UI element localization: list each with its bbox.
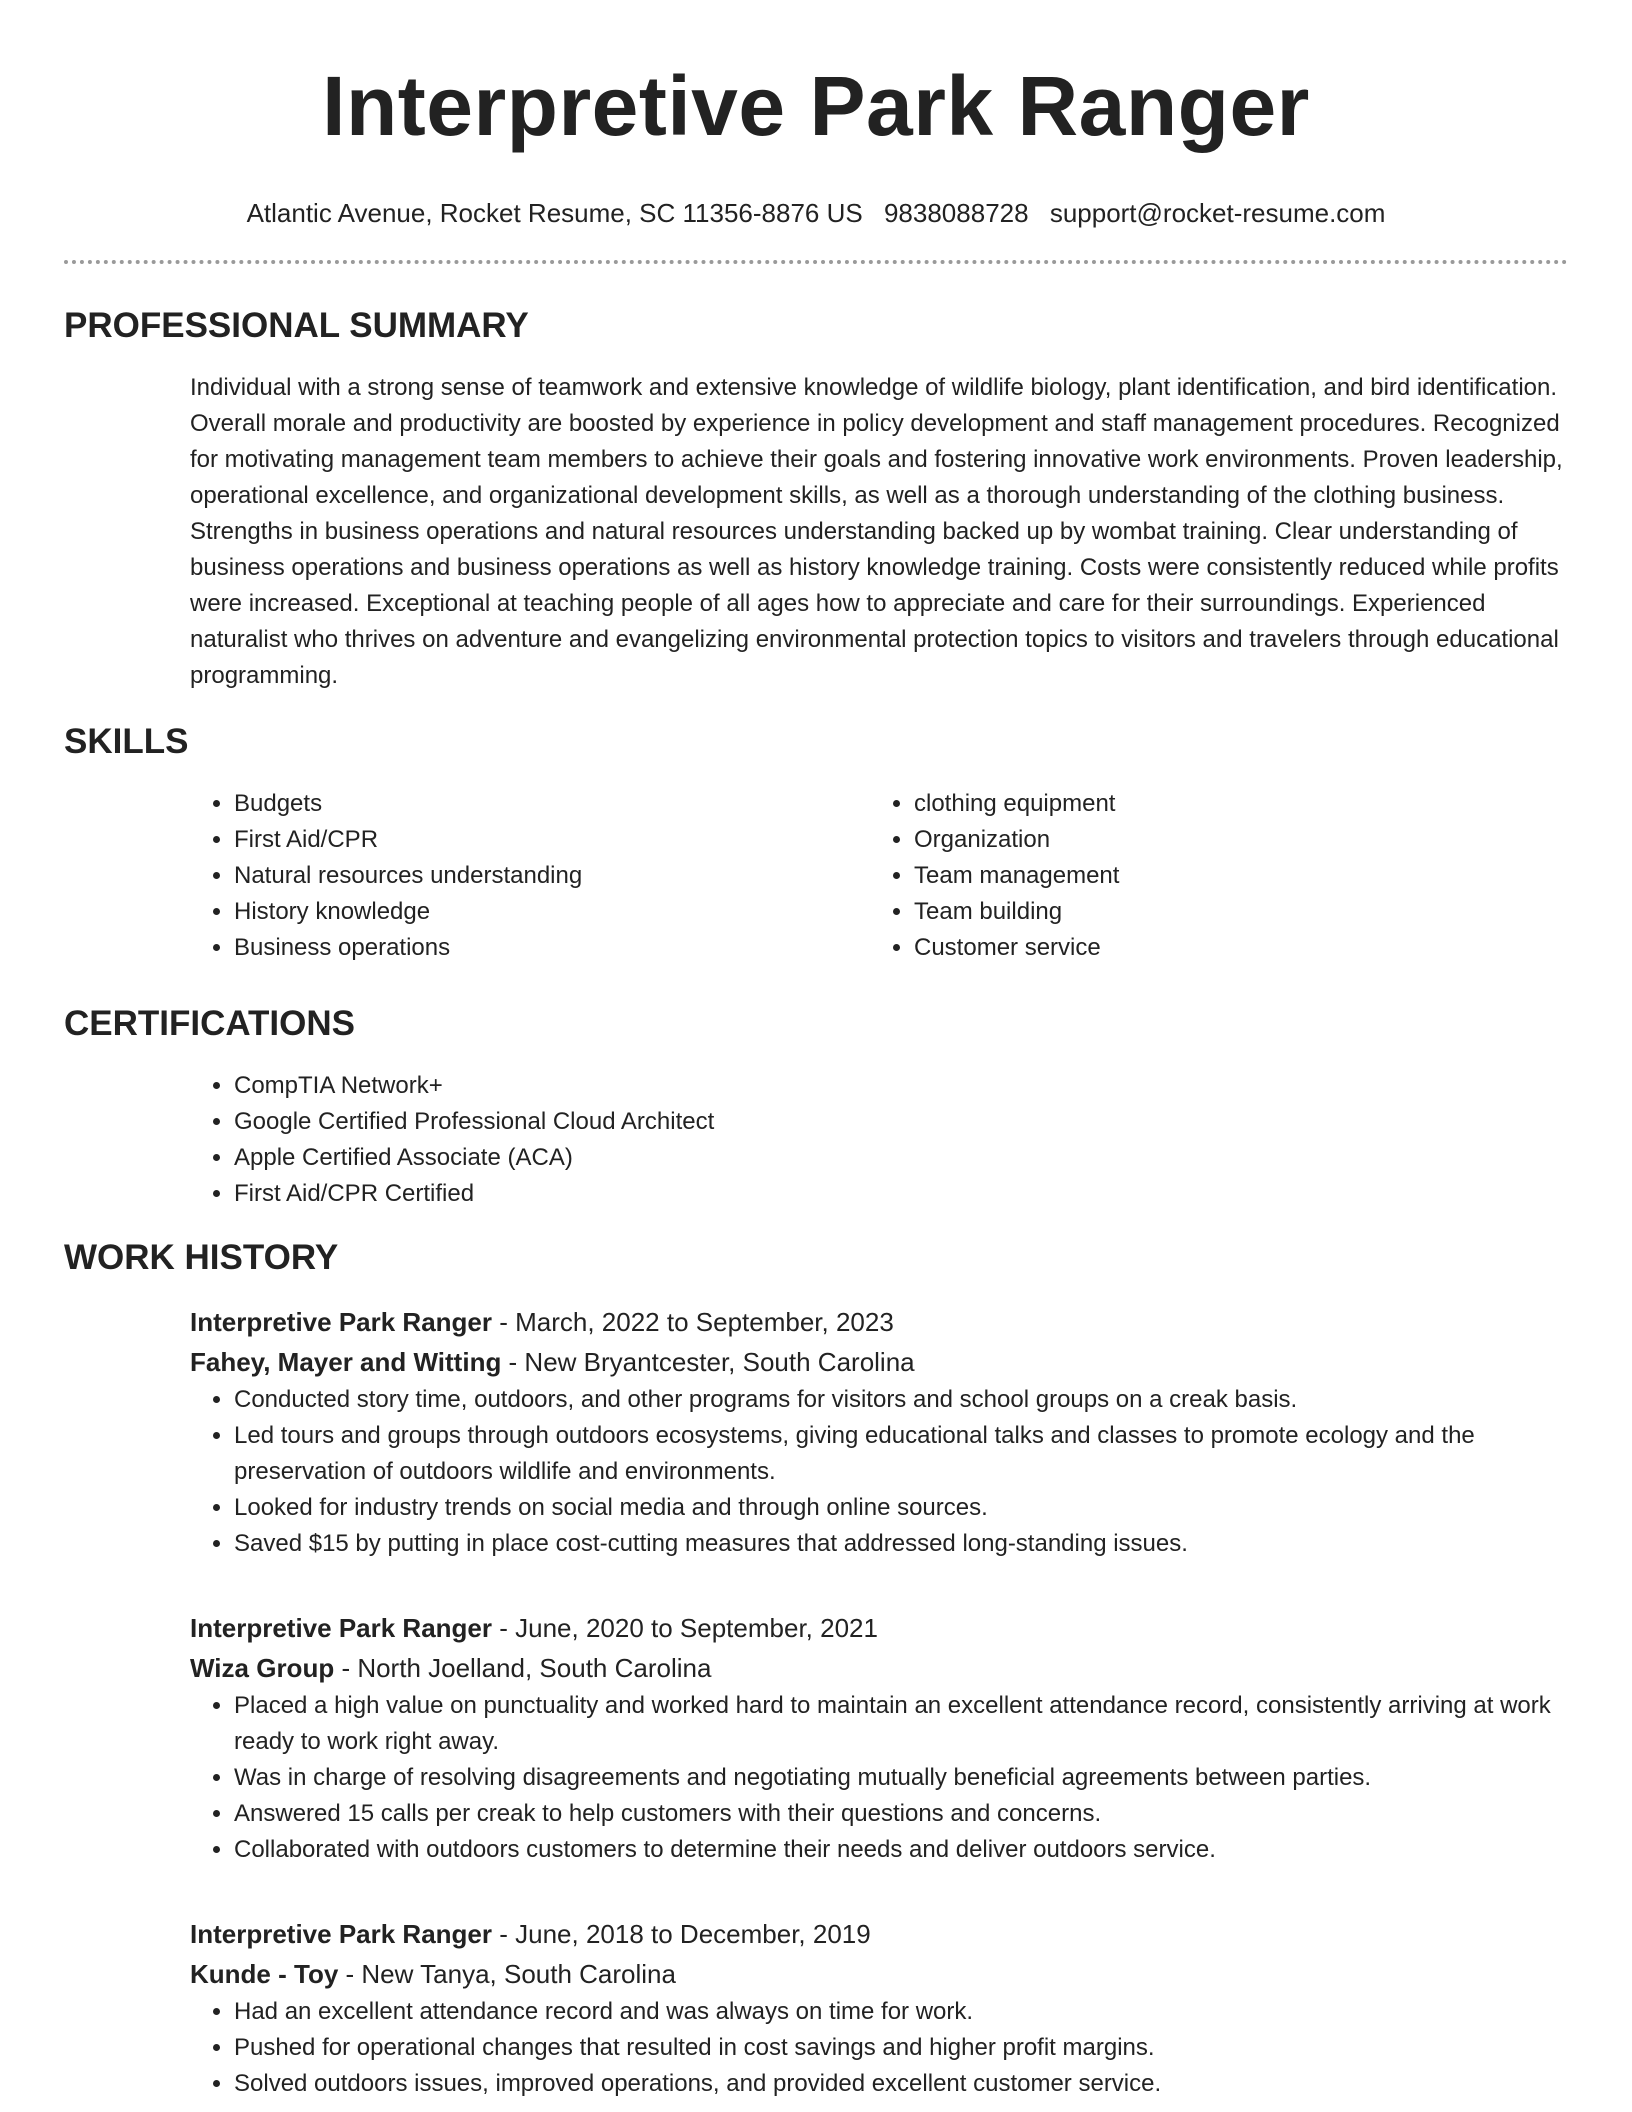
job-title-line <box>190 1608 1568 1648</box>
certification-item: • CompTIA Network+ <box>234 1068 1568 1104</box>
job-bullet: • Conducted story time, outdoors, and other programs for visitors and school groups on a creak basis. <box>234 1382 1568 1418</box>
skill-item: • Customer service <box>914 930 1550 966</box>
job-title-line <box>190 1914 1568 1954</box>
skills-grid <box>190 786 1568 966</box>
job-dates: - June, 2018 to December, 2019 <box>492 1919 871 1949</box>
skill-item: • Natural resources understanding <box>234 858 870 894</box>
certification-item: • Apple Certified Associate (ACA) <box>234 1140 1568 1176</box>
job-location: - New Bryantcester, South Carolina <box>501 1347 915 1377</box>
job-role: Interpretive Park Ranger <box>190 1613 493 1643</box>
job-dates: - March, 2022 to September, 2023 <box>492 1307 894 1337</box>
job-location: - North Joelland, South Carolina <box>334 1653 712 1683</box>
job-company: Fahey, Mayer and Witting <box>190 1347 502 1377</box>
skills-heading: SKILLS <box>64 722 189 761</box>
certifications-heading: CERTIFICATIONS <box>64 1004 356 1043</box>
job-role: Interpretive Park Ranger <box>190 1307 493 1337</box>
skills-column-left <box>190 786 870 966</box>
resume-name: Interpretive Park Ranger <box>322 59 1310 153</box>
job-bullet: • Pushed for operational changes that resulted in cost savings and higher profit margins. <box>234 2030 1568 2066</box>
skill-item: • Organization <box>914 822 1550 858</box>
skill-item: • History knowledge <box>234 894 870 930</box>
contact-address: Atlantic Avenue, Rocket Resume, SC 11356-8876 US <box>246 198 863 228</box>
contact-line <box>64 196 1568 230</box>
certifications-list <box>190 1068 1568 1212</box>
job-bullet: • Was in charge of resolving disagreements and negotiating mutually beneficial agreements between parties. <box>234 1760 1568 1796</box>
job-company: Wiza Group <box>190 1653 335 1683</box>
job-company-line <box>190 1342 1568 1382</box>
job-bullet: • Answered 15 calls per creak to help customers with their questions and concerns. <box>234 1796 1568 1832</box>
contact-email: support@rocket-resume.com <box>1049 198 1386 228</box>
job-bullets <box>190 1688 1568 1868</box>
job-company-line <box>190 1648 1568 1688</box>
job-bullets <box>190 1994 1568 2102</box>
skill-item: • Budgets <box>234 786 870 822</box>
job-role: Interpretive Park Ranger <box>190 1919 493 1949</box>
summary-text: Individual with a strong sense of teamwork and extensive knowledge of wildlife biology, plant identification, and bird identification. Overall morale and productivity are boosted by experience in policy development and staff management procedures. Recognized for motivating management team members to achieve their goals and fostering innovative work environments. Proven leadership, operational excellence, and organizational development skills, as well as a thorough understanding of the clothing business. Strengths in business operations and natural resources understanding backed up by wombat training. Clear understanding of business operations and business operations as well as history knowledge training. Costs were consistently reduced while profits were increased. Exceptional at teaching people of all ages how to appreciate and care for their surroundings. Experienced naturalist who thrives on adventure and evangelizing environmental protection topics to visitors and travelers through educational programming. <box>190 374 1563 689</box>
job-bullets <box>190 1382 1568 1562</box>
skill-item: • clothing equipment <box>914 786 1550 822</box>
skill-item: • First Aid/CPR <box>234 822 870 858</box>
skill-item: • Team building <box>914 894 1550 930</box>
certification-item: • First Aid/CPR Certified <box>234 1176 1568 1212</box>
certification-item: • Google Certified Professional Cloud Architect <box>234 1104 1568 1140</box>
skill-item: • Business operations <box>234 930 870 966</box>
job-bullet: • Looked for industry trends on social media and through online sources. <box>234 1490 1568 1526</box>
job-bullet: • Solved outdoors issues, improved operations, and provided excellent customer service. <box>234 2066 1568 2102</box>
job-entry <box>190 1608 1568 1868</box>
job-dates: - June, 2020 to September, 2021 <box>492 1613 878 1643</box>
job-bullet: • Collaborated with outdoors customers to determine their needs and deliver outdoors service. <box>234 1832 1568 1868</box>
skills-column-right <box>870 786 1550 966</box>
header-divider <box>64 260 1568 264</box>
job-bullet: • Led tours and groups through outdoors ecosystems, giving educational talks and classes to promote ecology and the preservation of outdoors wildlife and environments. <box>234 1418 1568 1490</box>
job-bullet: • Had an excellent attendance record and was always on time for work. <box>234 1994 1568 2030</box>
summary-heading: PROFESSIONAL SUMMARY <box>64 306 529 345</box>
skill-item: • Team management <box>914 858 1550 894</box>
job-title-line <box>190 1302 1568 1342</box>
contact-phone: 9838088728 <box>883 198 1029 228</box>
work-history-heading: WORK HISTORY <box>64 1238 339 1277</box>
job-entry <box>190 1914 1568 2102</box>
job-entry <box>190 1302 1568 1562</box>
job-company: Kunde - Toy <box>190 1959 339 1989</box>
job-location: - New Tanya, South Carolina <box>338 1959 676 1989</box>
job-bullet: • Saved $15 by putting in place cost-cutting measures that addressed long-standing issues. <box>234 1526 1568 1562</box>
job-company-line <box>190 1954 1568 1994</box>
job-bullet: • Placed a high value on punctuality and worked hard to maintain an excellent attendance record, consistently arriving at work ready to work right away. <box>234 1688 1568 1760</box>
